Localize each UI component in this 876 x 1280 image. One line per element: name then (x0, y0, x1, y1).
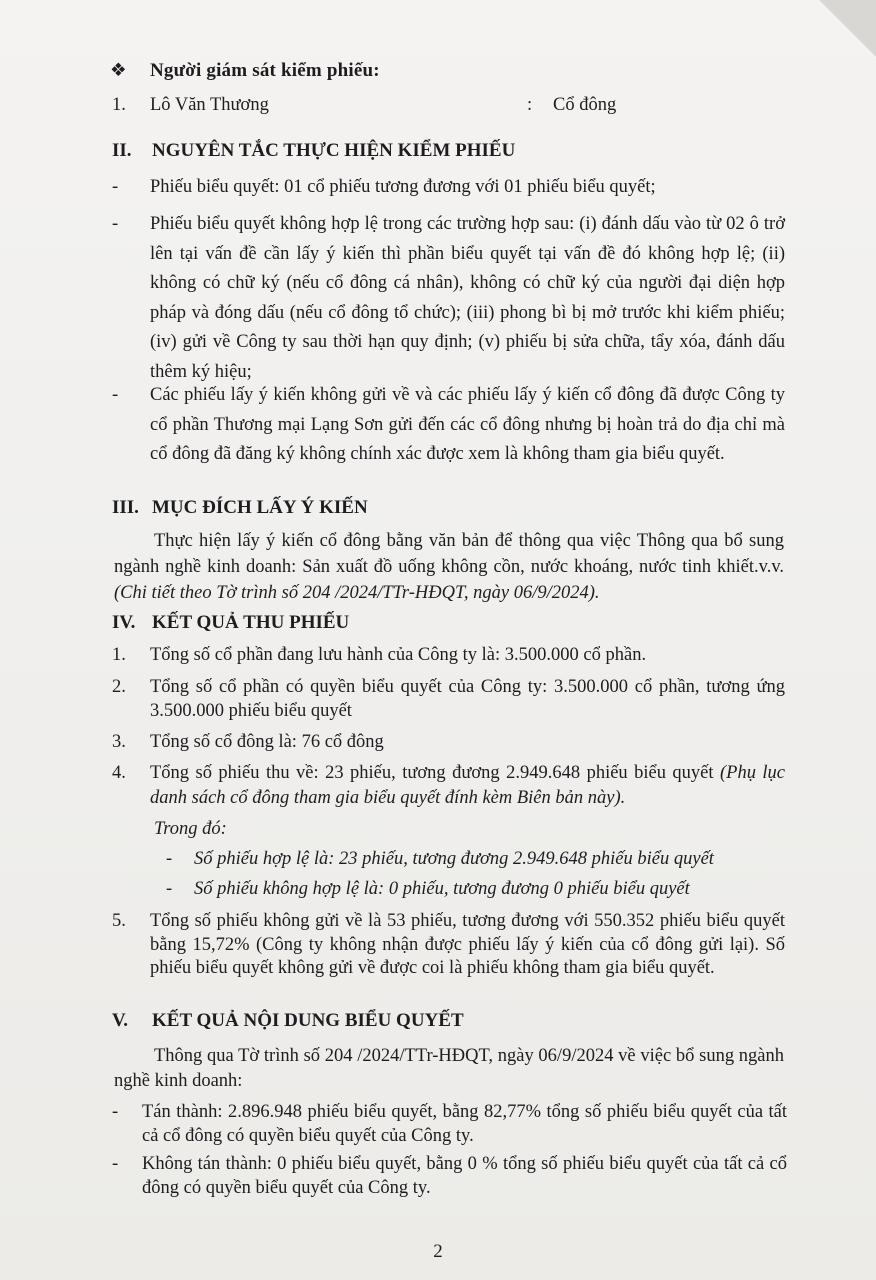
section-4-item-4: Tổng số phiếu thu về: 23 phiếu, tương đương 2.949.648 phiếu biểu quyết (150, 763, 714, 783)
section-4-item-3: Tổng số cổ đông là: 76 cổ đông (150, 732, 384, 752)
section-3-title: MỤC ĐÍCH LẤY Ý KIẾN (152, 497, 368, 518)
section-2-number: II. (112, 140, 132, 161)
section-5-number: V. (112, 1010, 129, 1031)
section-2-item-2: Phiếu biểu quyết không hợp lệ trong các trường hợp sau: (i) đánh dấu vào từ 02 ô trở lên tại vấn đề cần lấy ý kiến thì phần biểu quyết tại vấn đề đó không hợp lệ; (ii) không có chữ ký (nếu cổ đông cá nhân), không có chữ ký của người đại diện hợp pháp và đóng dấu (nếu cổ đông tổ chức); (iii) phong bì bị mở trước khi kiểm phiếu; (iv) gửi về Công ty sau thời hạn quy định; (v) phiếu bị sửa chữa, tẩy xóa, đánh dấu thêm ký hiệu; (150, 214, 785, 382)
section-4-item-4-note: (Phụ lục danh sách cổ đông tham gia biểu quyết đính kèm Biên bản này). (150, 763, 785, 808)
dash-bullet: - (112, 1102, 119, 1122)
item-number: 1. (112, 645, 126, 665)
dash-bullet: - (112, 1154, 119, 1174)
supervisor-heading: Người giám sát kiểm phiếu: (150, 60, 380, 81)
section-5-intro: Thông qua Tờ trình số 204 /2024/TTr-HĐQT, ngày 06/9/2024 về việc bổ sung ngành nghề kinh doanh: (114, 1046, 784, 1091)
section-4-number: IV. (112, 612, 136, 633)
section-3-number: III. (112, 497, 139, 518)
item-number: 2. (112, 677, 126, 697)
dash-bullet: - (166, 849, 173, 869)
diamond-bullet-icon: ❖ (110, 61, 127, 81)
section-4-item-2: Tổng số cổ phần có quyền biểu quyết của Công ty: 3.500.000 cổ phần, tương ứng 3.500.000 phiếu biểu quyết (150, 677, 785, 721)
page-number: 2 (433, 1241, 443, 1262)
supervisor-colon: : (527, 95, 533, 115)
section-4-title: KẾT QUẢ THU PHIẾU (152, 612, 350, 633)
section-2-item-3: Các phiếu lấy ý kiến không gửi về và các phiếu lấy ý kiến cổ đông đã được Công ty cổ phần Thương mại Lạng Sơn gửi đến các cổ đông nhưng bị hoàn trả do địa chỉ mà cổ đông đã đăng ký không chính xác được xem là không tham gia biểu quyết. (150, 385, 785, 464)
section-2-title: NGUYÊN TẮC THỰC HIỆN KIỂM PHIẾU (152, 140, 516, 161)
disapprove-votes: Không tán thành: 0 phiếu biểu quyết, bằng 0 % tổng số phiếu biểu quyết của tất cả cổ đông có quyền biểu quyết của Công ty. (142, 1154, 787, 1198)
item-number: 4. (112, 763, 126, 783)
item-number: 3. (112, 732, 126, 752)
valid-votes: Số phiếu hợp lệ là: 23 phiếu, tương đương 2.949.648 phiếu biểu quyết (194, 849, 714, 869)
dash-bullet: - (112, 177, 119, 197)
supervisor-name: Lô Văn Thương (150, 95, 269, 115)
page-corner-shadow (806, 0, 876, 90)
invalid-votes: Số phiếu không hợp lệ là: 0 phiếu, tương đương 0 phiếu biểu quyết (194, 879, 690, 899)
section-3-reference: (Chi tiết theo Tờ trình số 204 /2024/TTr-HĐQT, ngày 06/9/2024). (114, 583, 600, 603)
section-4-item-1: Tổng số cổ phần đang lưu hành của Công ty là: 3.500.000 cổ phần. (150, 645, 647, 665)
dash-bullet: - (112, 214, 119, 234)
section-5-title: KẾT QUẢ NỘI DUNG BIỂU QUYẾT (152, 1010, 464, 1031)
item-number: 5. (112, 911, 126, 931)
supervisor-role: Cổ đông (553, 95, 617, 115)
trong-do-label: Trong đó: (154, 819, 227, 839)
section-2-item-1: Phiếu biểu quyết: 01 cổ phiếu tương đương với 01 phiếu biểu quyết; (150, 177, 656, 197)
section-3-text: Thực hiện lấy ý kiến cổ đông bằng văn bản để thông qua việc Thông qua bổ sung ngành nghề kinh doanh: Sản xuất đồ uống không cồn, nước khoáng, nước tinh khiết.v.v. (114, 531, 784, 577)
supervisor-number: 1. (112, 95, 126, 115)
dash-bullet: - (112, 385, 119, 405)
section-4-item-5: Tổng số phiếu không gửi về là 53 phiếu, tương đương với 550.352 phiếu biểu quyết bằng 15,72% (Công ty không nhận được phiếu lấy ý kiến của cổ đông gửi lại). Số phiếu biểu quyết không gửi về được coi là phiếu không tham gia biểu quyết. (150, 911, 785, 978)
approve-votes: Tán thành: 2.896.948 phiếu biểu quyết, bằng 82,77% tổng số phiếu biểu quyết của tất cả cổ đông có quyền biểu quyết của Công ty. (142, 1102, 787, 1146)
dash-bullet: - (166, 879, 173, 899)
